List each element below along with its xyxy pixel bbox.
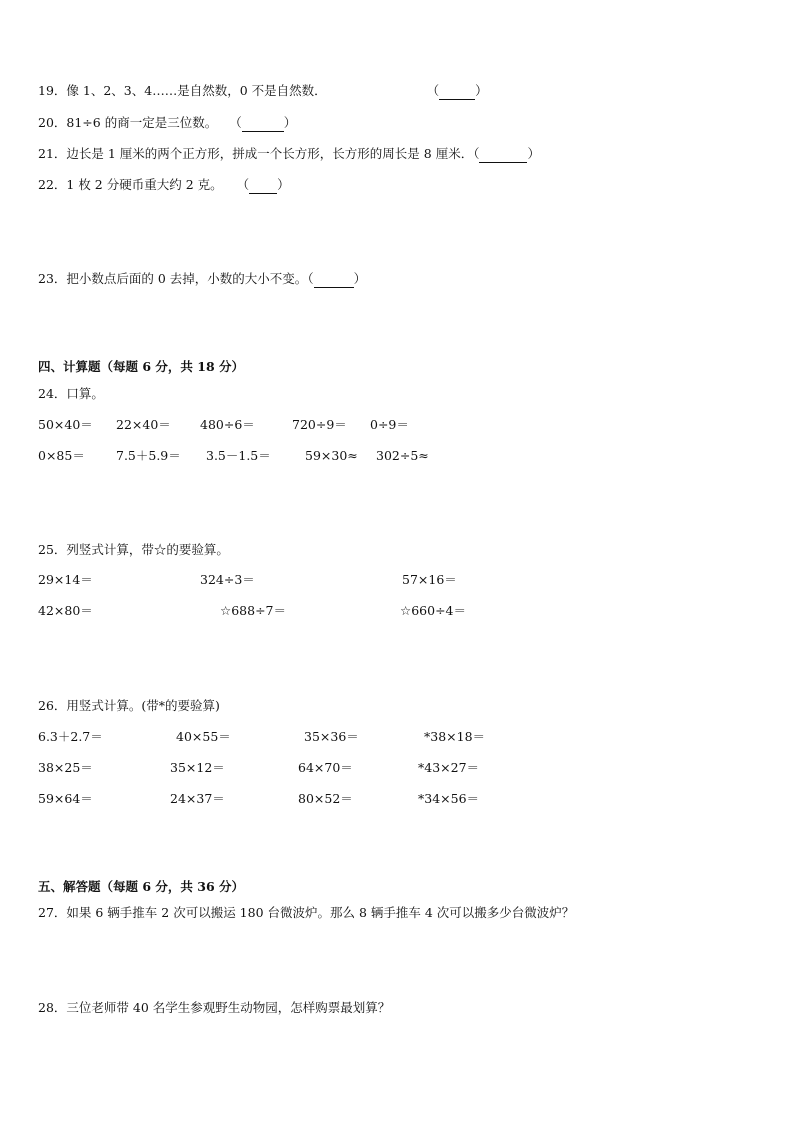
question-25-label: 25．列竖式计算，带☆的要验算。 — [38, 542, 229, 557]
answer-blank-23[interactable] — [314, 274, 354, 288]
question-22: 22．1 枚 2 分硬币重大约 2 克。 （ ） — [38, 177, 290, 192]
vertical-calc-item: 57×16＝ — [402, 572, 457, 587]
answer-blank-20[interactable] — [242, 118, 284, 132]
question-23: 23．把小数点后面的 0 去掉，小数的大小不变。（ ） — [38, 271, 367, 286]
vertical-calc-item: 35×12＝ — [170, 760, 225, 775]
section-5-title: 五、解答题（每题 6 分，共 36 分） — [38, 879, 245, 894]
oral-calc-item: 0÷9＝ — [370, 417, 409, 432]
answer-blank-22[interactable] — [249, 180, 277, 194]
vertical-calc-item: *43×27＝ — [418, 760, 480, 775]
question-21: 21．边长是 1 厘米的两个正方形，拼成一个长方形，长方形的周长是 8 厘米．（ ） — [38, 146, 540, 161]
vertical-calc-item: ☆688÷7＝ — [220, 603, 286, 618]
oral-calc-item: 7.5＋5.9＝ — [116, 448, 181, 463]
oral-calc-item: 50×40＝ — [38, 417, 93, 432]
question-20-text: 20．81÷6 的商一定是三位数。 — [38, 115, 218, 130]
answer-blank-19[interactable] — [439, 86, 475, 100]
section-4-title: 四、计算题（每题 6 分，共 18 分） — [38, 359, 245, 374]
question-26-label: 26．用竖式计算。(带*的要验算) — [38, 698, 220, 713]
vertical-calc-item: 59×64＝ — [38, 791, 93, 806]
vertical-calc-item: 6.3＋2.7＝ — [38, 729, 103, 744]
question-28: 28．三位老师带 40 名学生参观野生动物园，怎样购票最划算？ — [38, 1000, 391, 1015]
question-22-text: 22．1 枚 2 分硬币重大约 2 克。 — [38, 177, 223, 192]
vertical-calc-item: 42×80＝ — [38, 603, 93, 618]
vertical-calc-item: 80×52＝ — [298, 791, 353, 806]
oral-calc-item: 302÷5≈ — [376, 448, 429, 463]
question-20: 20．81÷6 的商一定是三位数。 （ ） — [38, 115, 297, 130]
vertical-calc-item: *34×56＝ — [418, 791, 480, 806]
oral-calc-item: 720÷9＝ — [292, 417, 347, 432]
vertical-calc-item: 35×36＝ — [304, 729, 359, 744]
oral-calc-item: 3.5－1.5＝ — [206, 448, 271, 463]
vertical-calc-item: 64×70＝ — [298, 760, 353, 775]
question-21-text: 21．边长是 1 厘米的两个正方形，拼成一个长方形，长方形的周长是 8 厘米． — [38, 146, 474, 161]
vertical-calc-item: 38×25＝ — [38, 760, 93, 775]
oral-calc-item: 59×30≈ — [305, 448, 358, 463]
oral-calc-item: 22×40＝ — [116, 417, 171, 432]
oral-calc-item: 480÷6＝ — [200, 417, 255, 432]
vertical-calc-item: 324÷3＝ — [200, 572, 255, 587]
vertical-calc-item: *38×18＝ — [424, 729, 486, 744]
oral-calc-item: 0×85＝ — [38, 448, 85, 463]
question-19-text: 19．像 1、2、3、4……是自然数，0 不是自然数． — [38, 83, 327, 98]
vertical-calc-item: 24×37＝ — [170, 791, 225, 806]
question-19: 19．像 1、2、3、4……是自然数，0 不是自然数． （ ） — [38, 83, 488, 98]
vertical-calc-item: ☆660÷4＝ — [400, 603, 466, 618]
question-23-text: 23．把小数点后面的 0 去掉，小数的大小不变。 — [38, 271, 308, 286]
vertical-calc-item: 29×14＝ — [38, 572, 93, 587]
question-24-label: 24．口算。 — [38, 386, 104, 401]
answer-blank-21[interactable] — [479, 149, 527, 163]
vertical-calc-item: 40×55＝ — [176, 729, 231, 744]
question-27: 27．如果 6 辆手推车 2 次可以搬运 180 台微波炉。那么 8 辆手推车 4 次可以搬多少台微波炉？ — [38, 905, 575, 920]
